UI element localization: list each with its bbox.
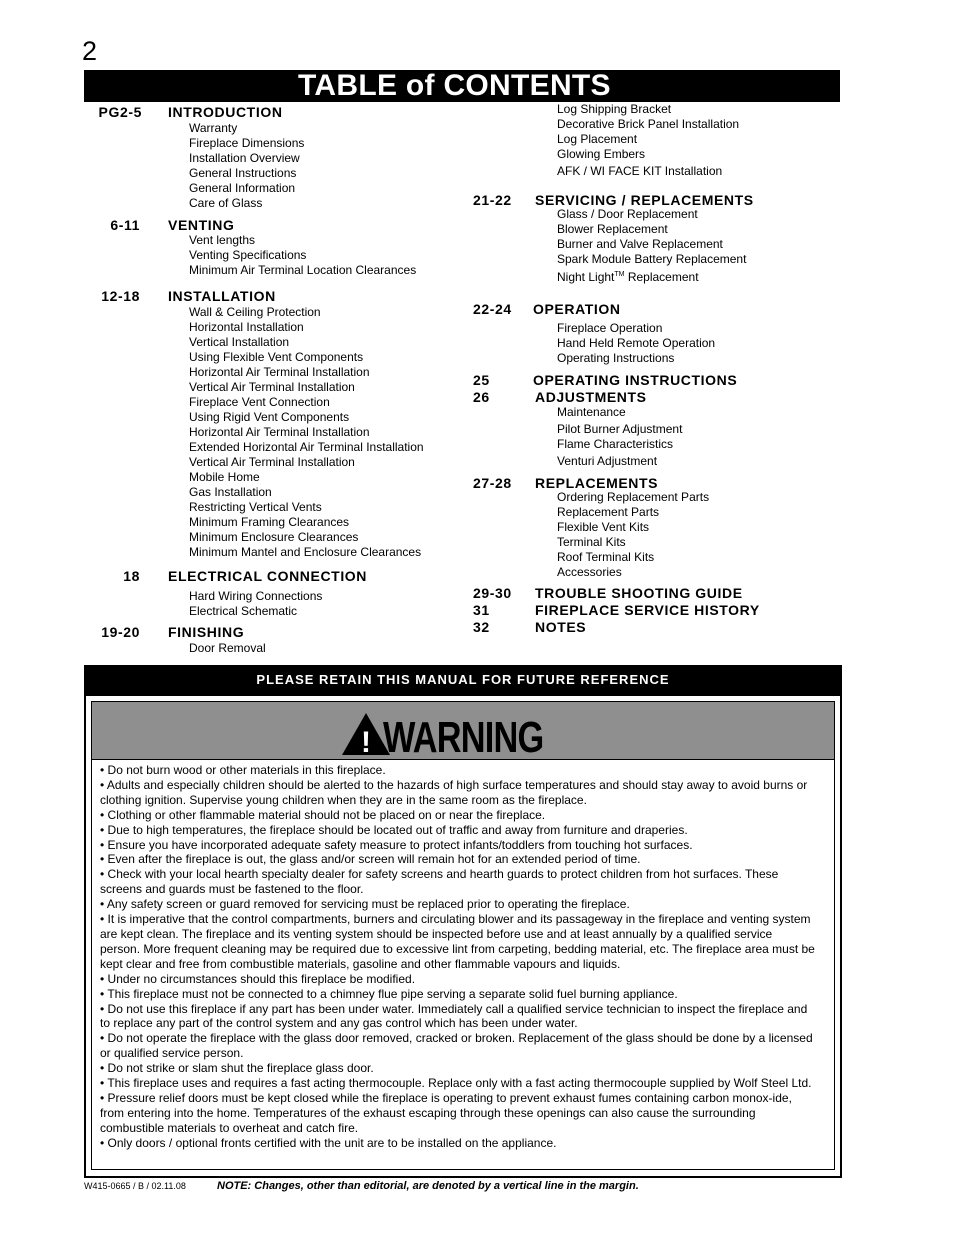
toc-item[interactable]: Restricting Vertical Vents bbox=[189, 500, 322, 514]
toc-heading-venting[interactable]: VENTING bbox=[168, 217, 235, 233]
toc-heading-electrical-connection[interactable]: ELECTRICAL CONNECTION bbox=[168, 568, 368, 584]
toc-item[interactable]: Flexible Vent Kits bbox=[557, 520, 650, 534]
warning-bullet: • Due to high temperatures, the fireplace should be located out of traffic and away from furniture and draperies. bbox=[100, 822, 688, 837]
toc-items-venting bbox=[189, 233, 416, 278]
toc-item[interactable]: Mobile Home bbox=[189, 470, 260, 484]
toc-item[interactable]: Flame Characteristics bbox=[557, 437, 674, 451]
toc-items-operation bbox=[557, 321, 715, 366]
toc-item-night-light[interactable] bbox=[557, 267, 746, 282]
toc-item[interactable]: General Information bbox=[189, 181, 296, 195]
warning-bullet: • Do not operate the fireplace with the glass door removed, cracked or broken. Replacement of the glass should be done by a licensed or qualified service person. bbox=[100, 1031, 813, 1061]
toc-heading-trouble-shooting[interactable]: TROUBLE SHOOTING GUIDE bbox=[535, 585, 743, 601]
warning-word: WARNING bbox=[383, 713, 544, 762]
toc-heading-operation[interactable]: OPERATION bbox=[533, 301, 621, 317]
warning-bullet: • Pressure relief doors must be kept closed while the fireplace is operating to prevent exhaust fumes containing carbon monox-ide, from entering into the home. Temperatures of the exhaust escaping through these openings can also cause the surrounding combustible materials to overheat and catch fire. bbox=[100, 1090, 792, 1135]
warning-bullet: • Ensure you have incorporated adequate safety measure to protect infants/toddlers from touching hot surfaces. bbox=[100, 837, 693, 852]
warning-bullet: • This fireplace must not be connected to a chimney flue pipe serving a separate solid fuel burning appliance. bbox=[100, 986, 678, 1001]
toc-page-range: 31 bbox=[473, 602, 490, 618]
document-code: W415-0665 / B / 02.11.08 bbox=[84, 1181, 186, 1191]
warning-bullet: • Only doors / optional fronts certified with the unit are to be installed on the appliance. bbox=[100, 1135, 557, 1150]
toc-item[interactable]: Vertical Installation bbox=[189, 335, 290, 349]
toc-item[interactable]: Door Removal bbox=[189, 641, 266, 655]
toc-item[interactable]: AFK / WI FACE KIT Installation bbox=[557, 164, 723, 178]
toc-heading-replacements[interactable]: REPLACEMENTS bbox=[535, 475, 659, 491]
warning-bullet: • Do not strike or slam shut the fireplace glass door. bbox=[100, 1061, 374, 1076]
toc-heading-finishing[interactable]: FINISHING bbox=[168, 624, 245, 640]
toc-items-replacements bbox=[557, 490, 709, 580]
toc-item[interactable]: Vertical Air Terminal Installation bbox=[189, 380, 355, 394]
toc-item[interactable]: Electrical Schematic bbox=[189, 604, 298, 618]
toc-item[interactable]: Replacement Parts bbox=[557, 505, 660, 519]
toc-item[interactable]: Wall & Ceiling Protection bbox=[189, 305, 321, 319]
toc-item[interactable]: Minimum Air Terminal Location Clearances bbox=[189, 263, 417, 277]
toc-item[interactable]: Glass / Door Replacement bbox=[557, 207, 698, 221]
warning-bullet: • Even after the fireplace is out, the glass and/or screen will remain hot for an extended period of time. bbox=[100, 852, 641, 867]
toc-heading-introduction[interactable]: INTRODUCTION bbox=[168, 104, 283, 120]
toc-item[interactable]: Vent lengths bbox=[189, 233, 256, 247]
toc-item[interactable]: Using Rigid Vent Components bbox=[189, 410, 350, 424]
toc-items-installation bbox=[189, 305, 424, 560]
toc-item[interactable]: Minimum Framing Clearances bbox=[189, 515, 350, 529]
warning-bullet: • It is imperative that the control compartments, burners and circulating blower and its passageway in the fireplace and venting system are kept clean. The fireplace and its venting system should be inspected before use and at least annually by a qualified service person. More frequent cleaning may be required due to excessive lint from carpeting, bedding material, etc. The fireplace area must be kept clear and free from combustible materials, gasoline and other flammable vapours and liquids. bbox=[100, 912, 815, 971]
toc-items-finishing bbox=[189, 641, 266, 656]
toc-item[interactable]: Minimum Mantel and Enclosure Clearances bbox=[189, 545, 422, 559]
toc-page-range: 32 bbox=[473, 619, 490, 635]
toc-item[interactable]: Extended Horizontal Air Terminal Installation bbox=[189, 440, 424, 454]
toc-item[interactable]: Using Flexible Vent Components bbox=[189, 350, 364, 364]
night-light-suffix: Replacement bbox=[624, 270, 699, 284]
retain-manual-banner: PLEASE RETAIN THIS MANUAL FOR FUTURE REFERENCE bbox=[86, 667, 840, 696]
toc-item[interactable]: Horizontal Installation bbox=[189, 320, 304, 334]
warning-bullet: • Any safety screen or guard removed for servicing must be replaced prior to operating the fireplace. bbox=[100, 897, 630, 912]
toc-heading-notes[interactable]: NOTES bbox=[535, 619, 587, 635]
warning-bullet: • Check with your local hearth specialty dealer for safety screens and hearth guards to protect children from hot surfaces. These screens and guards must be fastened to the floor. bbox=[100, 867, 779, 897]
toc-item[interactable]: Maintenance bbox=[557, 405, 626, 419]
toc-page-range: PG2-5 bbox=[98, 104, 142, 120]
toc-item[interactable]: Fireplace Dimensions bbox=[189, 136, 305, 150]
toc-heading-service-history[interactable]: FIREPLACE SERVICE HISTORY bbox=[535, 602, 760, 618]
toc-item[interactable]: Operating Instructions bbox=[557, 351, 675, 365]
toc-item[interactable]: Glowing Embers bbox=[557, 147, 646, 161]
toc-item[interactable]: Terminal Kits bbox=[557, 535, 626, 549]
warning-list bbox=[100, 763, 815, 1151]
toc-item[interactable]: Fireplace Operation bbox=[557, 321, 663, 335]
toc-heading-operating-instructions[interactable]: OPERATING INSTRUCTIONS bbox=[533, 372, 738, 388]
revision-note: NOTE: Changes, other than editorial, are denoted by a vertical line in the margin. bbox=[217, 1180, 639, 1192]
toc-item[interactable]: Fireplace Vent Connection bbox=[189, 395, 330, 409]
warning-notice-box bbox=[84, 665, 842, 1178]
toc-item[interactable]: Horizontal Air Terminal Installation bbox=[189, 365, 370, 379]
toc-item[interactable]: Gas Installation bbox=[189, 485, 272, 499]
toc-page-range: 22-24 bbox=[473, 301, 512, 317]
trademark-symbol: TM bbox=[614, 271, 625, 278]
toc-item[interactable]: Pilot Burner Adjustment bbox=[557, 422, 683, 436]
toc-item[interactable]: Blower Replacement bbox=[557, 222, 668, 236]
toc-page-range: 25 bbox=[473, 372, 490, 388]
page-title: TABLE of CONTENTS bbox=[84, 70, 840, 102]
toc-item[interactable]: Log Placement bbox=[557, 132, 638, 146]
toc-items-adjustments bbox=[557, 405, 682, 469]
toc-item[interactable]: General Instructions bbox=[189, 166, 297, 180]
warning-panel bbox=[91, 701, 835, 1170]
toc-items-servicing bbox=[557, 207, 746, 282]
warning-title bbox=[341, 709, 544, 762]
toc-items-finishing-continued bbox=[557, 102, 739, 179]
toc-item[interactable]: Accessories bbox=[557, 565, 622, 579]
toc-item[interactable]: Warranty bbox=[189, 121, 238, 135]
toc-page-range: 27-28 bbox=[473, 475, 512, 491]
toc-page-range: 19-20 bbox=[101, 624, 140, 640]
warning-exclamation: ! bbox=[361, 726, 371, 756]
toc-page-range: 29-30 bbox=[473, 585, 512, 601]
toc-heading-adjustments[interactable]: ADJUSTMENTS bbox=[535, 389, 647, 405]
toc-item[interactable]: Installation Overview bbox=[189, 151, 300, 165]
warning-bullet: • Clothing or other flammable material should not be placed on or near the fireplace. bbox=[100, 807, 546, 822]
toc-item[interactable]: Spark Module Battery Replacement bbox=[557, 252, 747, 266]
toc-page-range: 12-18 bbox=[101, 288, 140, 304]
toc-items-introduction bbox=[189, 121, 304, 211]
warning-bullet: • Do not use this fireplace if any part has been under water. Immediately call a qualified service technician to inspect the fireplace and to replace any part of the control system and any gas control which has been under water. bbox=[100, 1001, 808, 1031]
page-number: 2 bbox=[82, 36, 98, 66]
toc-item[interactable]: Venting Specifications bbox=[189, 248, 307, 262]
warning-bullet: • This fireplace uses and requires a fast acting thermocouple. Replace only with a fast acting thermocouple supplied by Wolf Steel Ltd. bbox=[100, 1076, 812, 1091]
toc-items-electrical bbox=[189, 589, 322, 619]
toc-item[interactable]: Log Shipping Bracket bbox=[557, 102, 672, 116]
toc-item[interactable]: Care of Glass bbox=[189, 196, 263, 210]
toc-item[interactable]: Hand Held Remote Operation bbox=[557, 336, 716, 350]
toc-page-range: 6-11 bbox=[110, 217, 140, 233]
toc-item[interactable]: Vertical Air Terminal Installation bbox=[189, 455, 355, 469]
toc-item[interactable]: Roof Terminal Kits bbox=[557, 550, 655, 564]
warning-bullet: • Adults and especially children should be alerted to the hazards of high surface temperatures and should stay away to avoid burns or clothing ignition. Supervise young children when they are in the same room as the fireplace. bbox=[100, 777, 808, 807]
toc-item[interactable]: Hard Wiring Connections bbox=[189, 589, 323, 603]
warning-bullet: • Do not burn wood or other materials in this fireplace. bbox=[100, 763, 386, 777]
toc-page-range: 26 bbox=[473, 389, 490, 405]
toc-item[interactable]: Ordering Replacement Parts bbox=[557, 490, 710, 504]
toc-item[interactable]: Minimum Enclosure Clearances bbox=[189, 530, 359, 544]
warning-bullet: • Under no circumstances should this fireplace be modified. bbox=[100, 971, 416, 986]
night-light-text: Night Light bbox=[557, 270, 615, 284]
toc-item[interactable]: Burner and Valve Replacement bbox=[557, 237, 723, 251]
toc-item[interactable]: Venturi Adjustment bbox=[557, 454, 658, 468]
toc-item[interactable]: Horizontal Air Terminal Installation bbox=[189, 425, 370, 439]
toc-item[interactable]: Decorative Brick Panel Installation bbox=[557, 117, 740, 131]
toc-page-range: 18 bbox=[123, 568, 140, 584]
warning-header bbox=[92, 702, 834, 760]
toc-heading-servicing[interactable]: SERVICING / REPLACEMENTS bbox=[535, 192, 754, 208]
toc-page-range: 21-22 bbox=[473, 192, 512, 208]
toc-heading-installation[interactable]: INSTALLATION bbox=[168, 288, 276, 304]
